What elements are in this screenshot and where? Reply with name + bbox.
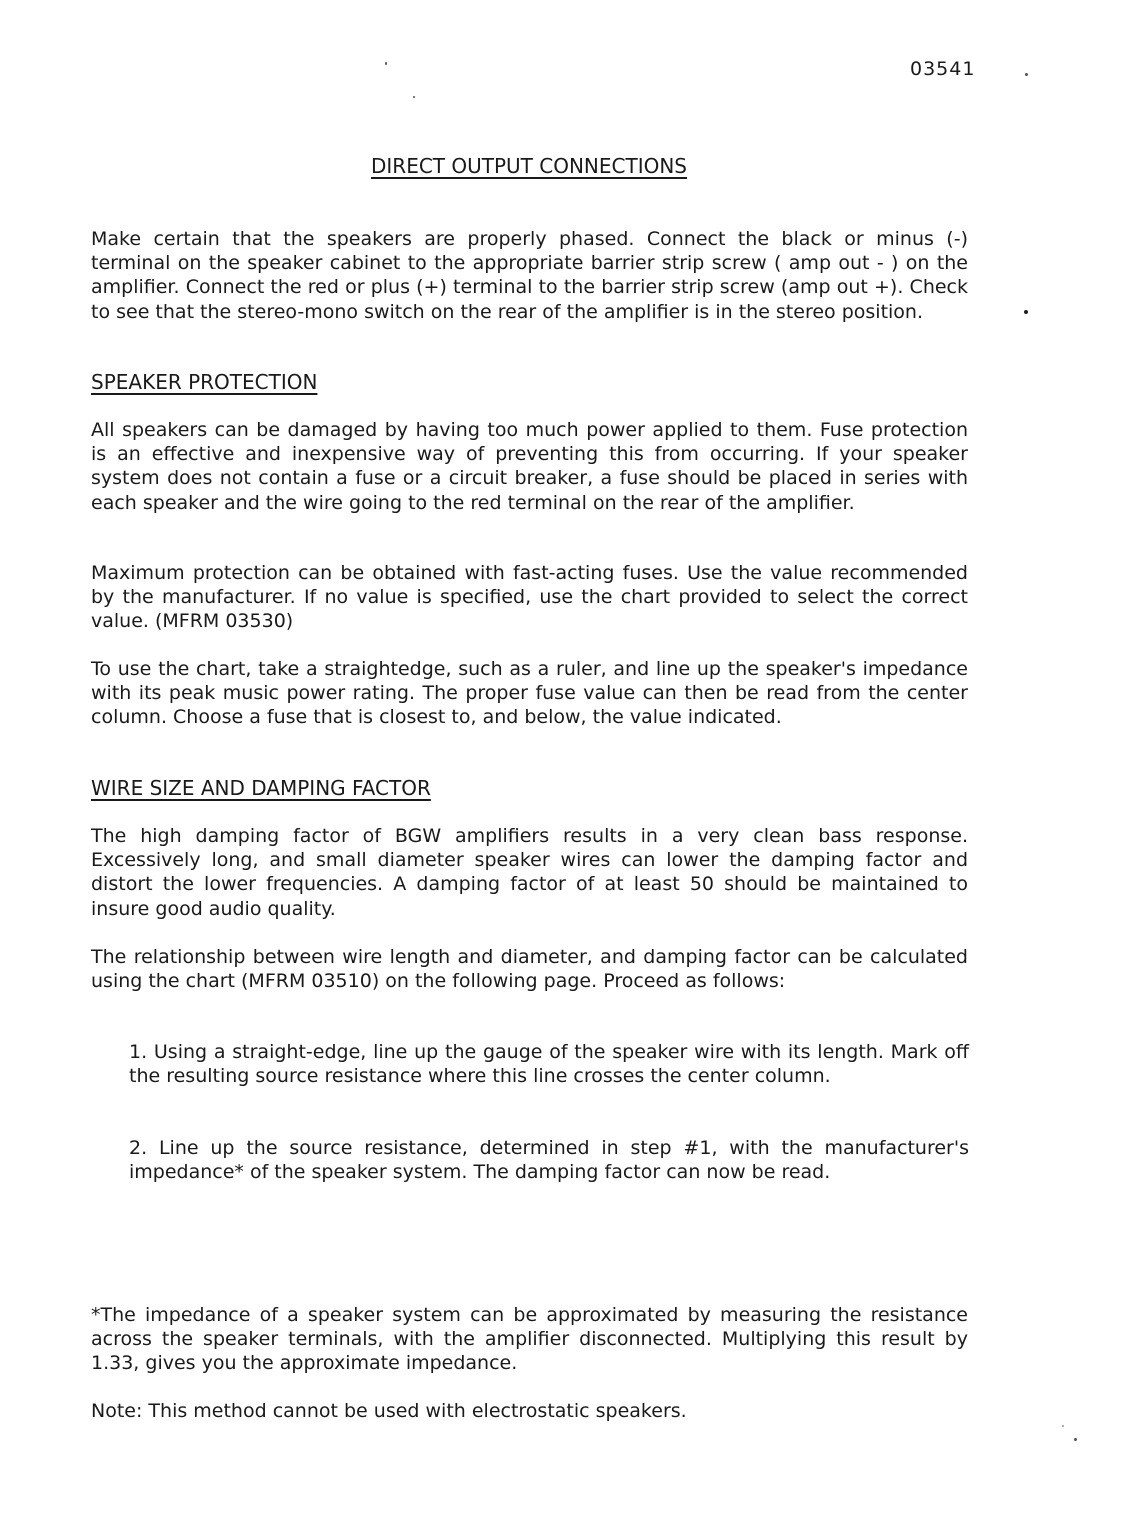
page-title: DIRECT OUTPUT CONNECTIONS — [371, 154, 687, 178]
electrostatic-note: Note: This method cannot be used with electrostatic speakers. — [91, 1400, 687, 1422]
wire-size-heading: WIRE SIZE AND DAMPING FACTOR — [91, 776, 431, 800]
speaker-protection-paragraph-3: To use the chart, take a straightedge, such as a ruler, and line up the speaker's impedance with its peak music power rating. The proper fuse value can then be read from the center column. Choose a fuse that is closest to, and below, the value indicated. — [91, 658, 968, 729]
scan-speck — [1024, 310, 1028, 314]
speaker-protection-paragraph-1: All speakers can be damaged by having too much power applied to them. Fuse protection is an effective and inexpensive way of preventing this from occurring. If your speaker system does not contain a fuse or a circuit breaker, a fuse should be placed in series with each speaker and the wire going to the red terminal on the rear of the amplifier. — [91, 419, 968, 514]
wire-size-paragraph-2: The relationship between wire length and diameter, and damping factor can be calculated using the chart (MFRM 03510) on the following page. Proceed as follows: — [91, 946, 968, 993]
scan-speck — [1074, 1438, 1077, 1441]
scan-speck — [385, 62, 387, 65]
scan-speck — [1025, 73, 1028, 76]
impedance-footnote: *The impedance of a speaker system can be approximated by measuring the resistance across the speaker terminals, with the amplifier disconnected. Multiplying this result by 1.33, gives you the approximate impedance. — [91, 1304, 968, 1375]
scan-speck — [1062, 1425, 1064, 1427]
speaker-protection-heading: SPEAKER PROTECTION — [91, 370, 318, 394]
speaker-protection-paragraph-2: Maximum protection can be obtained with fast-acting fuses. Use the value recommended by the manufacturer. If no value is specified, use the chart provided to select the correct value. (MFRM 03530) — [91, 562, 968, 633]
wire-size-step-2: 2. Line up the source resistance, determined in step #1, with the manufacturer's impedance* of the speaker system. The damping factor can now be read. — [129, 1137, 969, 1184]
scan-speck — [413, 96, 415, 98]
wire-size-paragraph-1: The high damping factor of BGW amplifiers results in a very clean bass response. Excessively long, and small diameter speaker wires can lower the damping factor and distort the lower frequencies. A damping factor of at least 50 should be maintained to insure good audio quality. — [91, 825, 968, 920]
direct-output-paragraph: Make certain that the speakers are properly phased. Connect the black or minus (-) terminal on the speaker cabinet to the appropriate barrier strip screw ( amp out - ) on the amplifier. Connect the red or plus (+) terminal to the barrier strip screw (amp out +). Check to see that the stereo-mono switch on the rear of the amplifier is in the stereo position. — [91, 228, 968, 323]
wire-size-step-1: 1. Using a straight-edge, line up the gauge of the speaker wire with its length. Mark off the resulting source resistance where this line crosses the center column. — [129, 1041, 969, 1088]
document-number: 03541 — [910, 58, 976, 80]
